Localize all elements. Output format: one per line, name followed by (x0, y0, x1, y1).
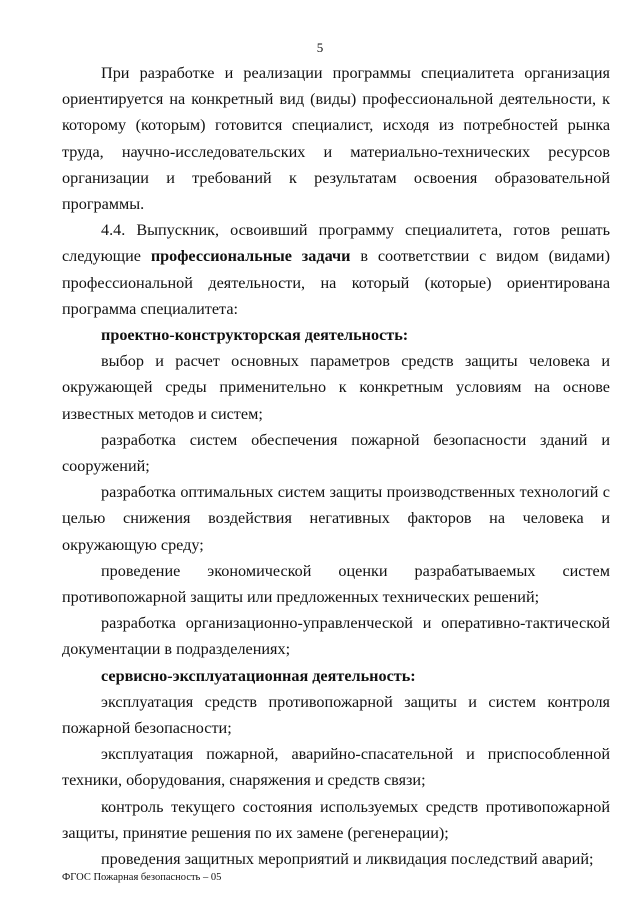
list-item: эксплуатация средств противопожарной защиты и систем контроля пожарной безопасности; (62, 692, 610, 738)
section-heading-design: проектно-конструкторская деятельность: (101, 326, 409, 345)
clause-4-4-paragraph (62, 217, 610, 322)
page-number: 5 (316, 40, 324, 55)
document-body (62, 60, 610, 872)
list-item: эксплуатация пожарной, аварийно-спасательной и приспособленной техники, оборудования, снаряжения и средств связи; (62, 745, 610, 790)
list-item: разработка организационно-управленческой и оперативно-тактической документации в подразделениях; (62, 614, 610, 659)
section-heading-service: сервисно-эксплуатационная деятельность: (101, 666, 416, 685)
list-item: проведение экономической оценки разрабатываемых систем противопожарной защиты или предложенных технических решений; (62, 561, 610, 607)
document-footer: ФГОС Пожарная безопасность – 05 (62, 872, 222, 883)
clause-4-4-text-before: 4.4. Выпускник, освоивший программу специалитета, готов решать следующие (62, 221, 610, 266)
intro-paragraph: При разработке и реализации программы специалитета организация ориентируется на конкретный вид (виды) профессиональной деятельности, к которому (которым) готовится специалист, исходя из потребностей рынка труда, научно-исследовательских и материально-технических ресурсов организации и требований к результатам освоения образовательной программы. (62, 64, 610, 214)
professional-tasks-emphasis: профессиональные задачи (150, 247, 351, 266)
list-item: разработка оптимальных систем защиты производственных технологий с целью снижения воздействия негативных факторов на человека и окружающую среду; (62, 483, 610, 554)
list-item: проведения защитных мероприятий и ликвидация последствий аварий; (101, 850, 594, 869)
list-item: выбор и расчет основных параметров средств защиты человека и окружающей среды применительно к конкретным условиям на основе известных методов и систем; (62, 352, 610, 423)
clause-4-4-text-after: в соответствии с видом (видами) профессиональной деятельности, на который (которые) ориентирована программа специалитета: (62, 247, 610, 318)
list-item: разработка систем обеспечения пожарной безопасности зданий и сооружений; (62, 430, 610, 476)
list-item: контроль текущего состояния используемых средств противопожарной защиты, принятие решения по их замене (регенерации); (62, 797, 610, 842)
